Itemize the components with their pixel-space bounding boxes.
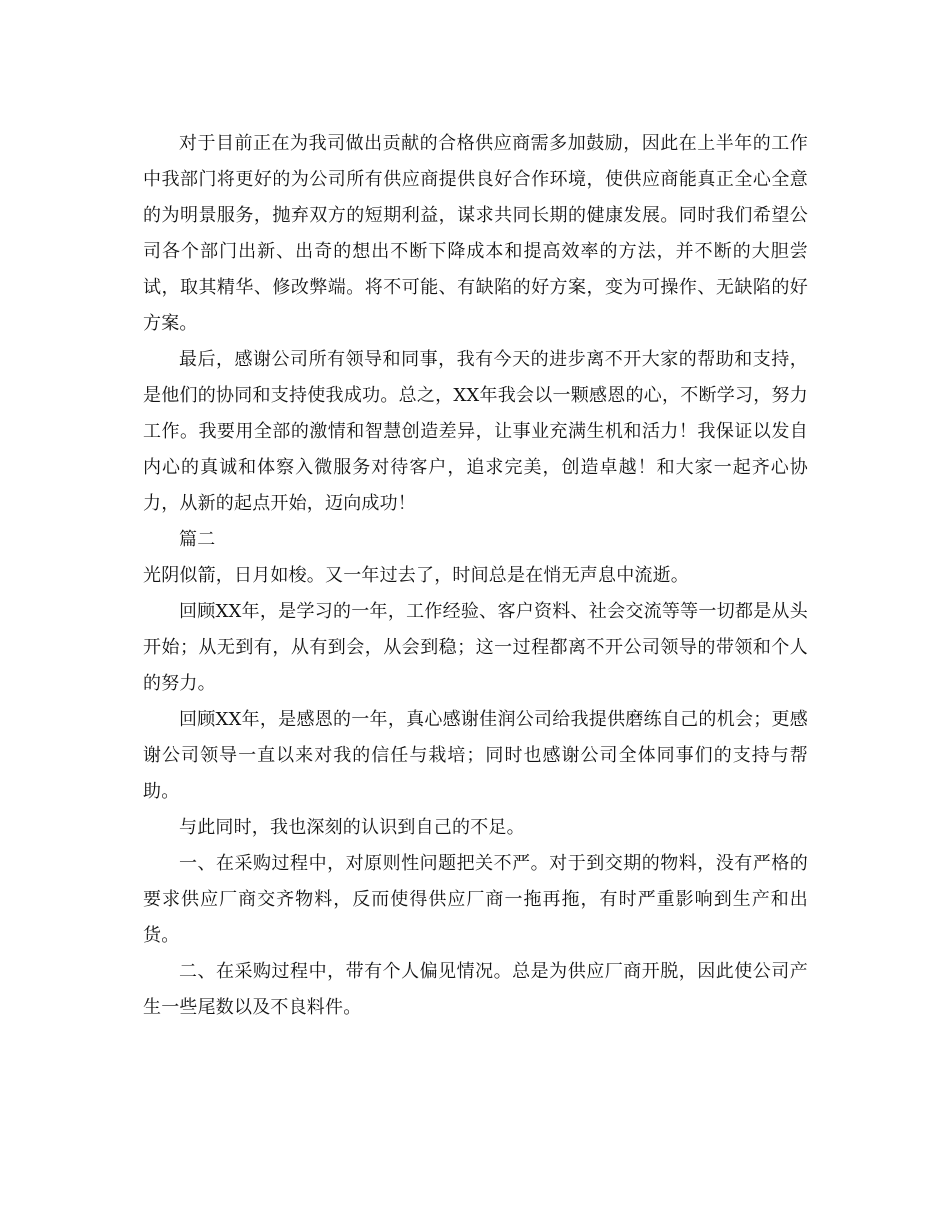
paragraph-thanks: 最后，感谢公司所有领导和同事，我有今天的进步离不开大家的帮助和支持，是他们的协同和支持使我成功。总之，XX年我会以一颗感恩的心，不断学习，努力工作。我要用全部的激情和智慧创造差异，让事业充满生机和活力！我保证以发自内心的真诚和体察入微服务对待客户，追求完美，创造卓越！和大家一起齐心协力，从新的起点开始，迈向成功！ bbox=[143, 349, 808, 514]
section-heading-part-two: 篇二 bbox=[179, 529, 216, 550]
paragraph-time-flies: 光阴似箭，日月如梭。又一年过去了，时间总是在悄无声息中流逝。 bbox=[143, 565, 689, 586]
paragraph-review-gratitude: 回顾XX年，是感恩的一年，真心感谢佳润公司给我提供磨练自己的机会；更感谢公司领导一直以来对我的信任与栽培；同时也感谢公司全体同事们的支持与帮助。 bbox=[143, 709, 808, 802]
paragraph-supplier-encouragement: 对于目前正在为我司做出贡献的合格供应商需多加鼓励，因此在上半年的工作中我部门将更好的为公司所有供应商提供良好合作环境，使供应商能真正全心全意的为明景服务，抛弃双方的短期利益，谋求共同长期的健康发展。同时我们希望公司各个部门出新、出奇的想出不断下降成本和提高效率的方法，并不断的大胆尝试，取其精华、修改弊端。将不可能、有缺陷的好方案，变为可操作、无缺陷的好方案。 bbox=[143, 133, 808, 334]
document-body bbox=[143, 126, 808, 1026]
paragraph-review-learning: 回顾XX年，是学习的一年，工作经验、客户资料、社会交流等等一切都是从头开始；从无到有，从有到会，从会到稳；这一过程都离不开公司领导的带领和个人的努力。 bbox=[143, 601, 808, 694]
paragraph-shortcomings-intro: 与此同时，我也深刻的认识到自己的不足。 bbox=[179, 817, 525, 838]
paragraph-shortcoming-one: 一、在采购过程中，对原则性问题把关不严。对于到交期的物料，没有严格的要求供应厂商交齐物料，反而使得供应厂商一拖再拖，有时严重影响到生产和出货。 bbox=[143, 853, 808, 946]
paragraph-shortcoming-two: 二、在采购过程中，带有个人偏见情况。总是为供应厂商开脱，因此使公司产生一些尾数以及不良料件。 bbox=[143, 961, 808, 1018]
